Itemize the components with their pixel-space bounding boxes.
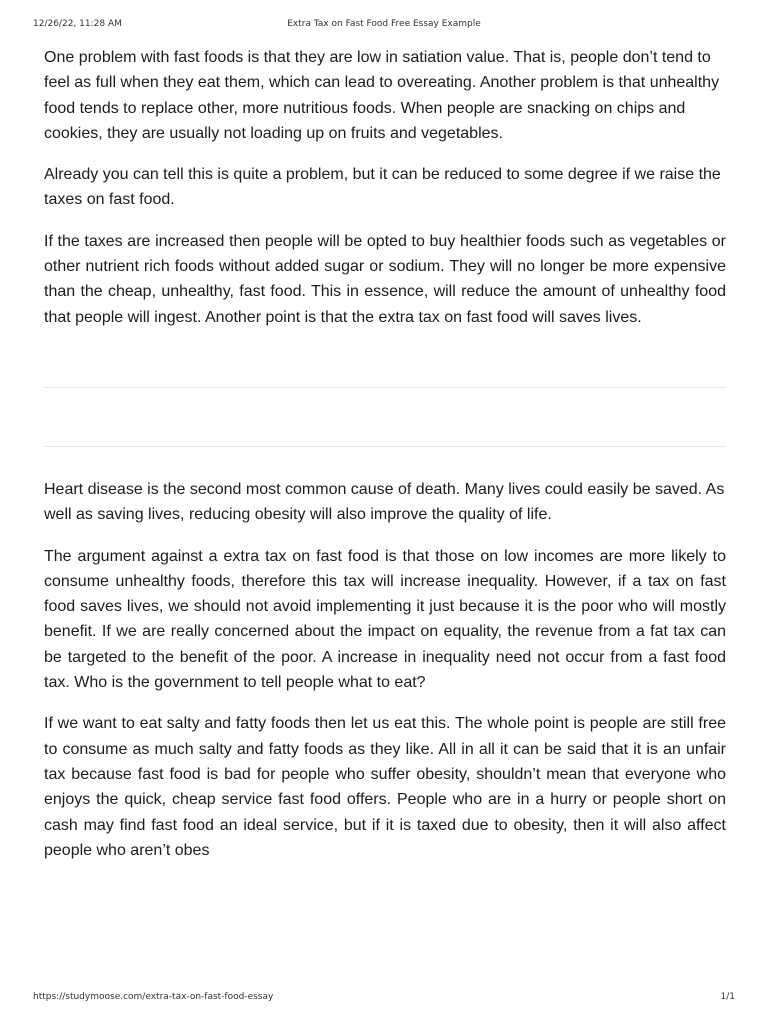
article-paragraph: Heart disease is the second most common cause of death. Many lives could easily be saved. As well as saving lives, reducing obesity will also improve the quality of life. bbox=[44, 481, 725, 524]
article-paragraph: Already you can tell this is quite a problem, but it can be reduced to some degree if we raise the taxes on fast food. bbox=[44, 166, 721, 209]
page-number: 1/1 bbox=[720, 992, 735, 1002]
article-paragraph: The argument against a extra tax on fast food is that those on low incomes are more likely to consume unhealthy foods, therefore this tax will increase inequality. However, if a tax on fast food saves lives, we should not avoid implementing it just because it is the poor who will mostly benefit. If we are really concerned about the impact on equality, the revenue from a fat tax can be targeted to the benefit of the poor. A increase in inequality need not occur from a fast food tax. Who is the government to tell people what to eat? bbox=[44, 547, 726, 692]
section-divider bbox=[44, 387, 726, 388]
print-date: 12/26/22, 11:28 AM bbox=[33, 19, 122, 29]
print-footer bbox=[0, 992, 768, 1004]
article-paragraph: One problem with fast foods is that they are low in satiation value. That is, people don’t tend to feel as full when they eat them, which can lead to overeating. Another problem is that unhealthy food tends to replace other, more nutritious foods. When people are snacking on chips and cookies, they are usually not loading up on fruits and vegetables. bbox=[44, 49, 720, 142]
article-section-bottom bbox=[44, 477, 726, 863]
print-page-title: Extra Tax on Fast Food Free Essay Example bbox=[287, 19, 481, 29]
section-divider bbox=[44, 446, 726, 447]
print-header bbox=[0, 19, 768, 31]
print-url: https://studymoose.com/extra-tax-on-fast-food-essay bbox=[33, 992, 274, 1002]
article-paragraph: If the taxes are increased then people will be opted to buy healthier foods such as vegetables or other nutrient rich foods without added sugar or sodium. They will no longer be more expensive than the cheap, unhealthy, fast food. This in essence, will reduce the amount of unhealthy food that people will ingest. Another point is that the extra tax on fast food will saves lives. bbox=[44, 232, 726, 326]
article-section-top bbox=[44, 45, 726, 330]
article-paragraph: If we want to eat salty and fatty foods then let us eat this. The whole point is people are still free to consume as much salty and fatty foods as they like. All in all it can be said that it is an unfair tax because fast food is bad for people who suffer obesity, shouldn’t mean that everyone who enjoys the quick, cheap service fast food offers. People who are in a hurry or people short on cash may find fast food an ideal service, but if it is taxed due to obesity, then it will also affect people who aren’t obes bbox=[44, 715, 726, 859]
